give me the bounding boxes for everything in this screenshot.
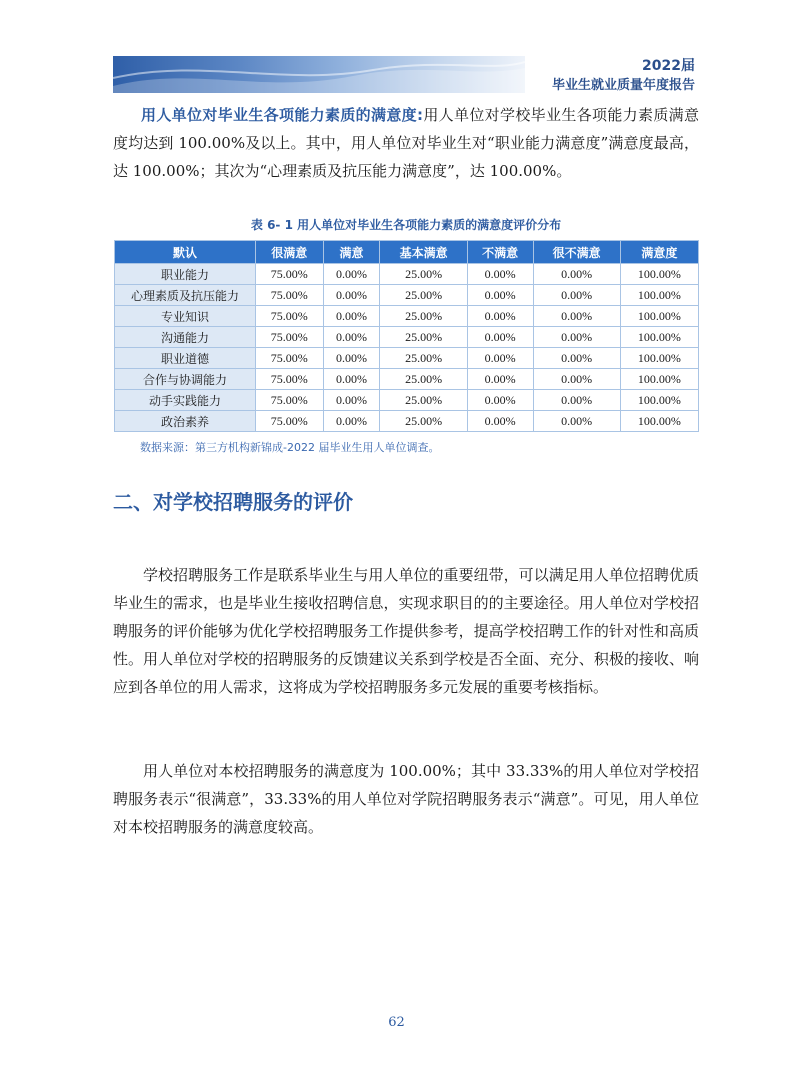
header-very-satisfied: 很满意 [256,241,324,264]
section-paragraph-2: 用人单位对本校招聘服务的满意度为 100.00%；其中 33.33%的用人单位对学校招聘服务表示“很满意”，33.33%的用人单位对学院招聘服务表示“满意”。可见，用人单位对本校招聘服务的满意度较高。 [113,762,699,836]
cell: 100.00% [620,411,698,432]
cell: 75.00% [256,348,324,369]
row-label: 专业知识 [115,306,256,327]
cell: 0.00% [467,369,533,390]
table-row [115,285,699,306]
cell: 25.00% [380,327,467,348]
cell: 0.00% [467,264,533,285]
cell: 75.00% [256,285,324,306]
cell: 0.00% [533,369,620,390]
cell: 0.00% [467,327,533,348]
cell: 0.00% [533,306,620,327]
table-row [115,327,699,348]
cell: 0.00% [323,390,380,411]
cell: 0.00% [323,369,380,390]
cell: 25.00% [380,285,467,306]
cell: 100.00% [620,285,698,306]
cell: 0.00% [467,306,533,327]
cell: 0.00% [323,285,380,306]
header-satisfied: 满意 [323,241,380,264]
header-basically-satisfied: 基本满意 [380,241,467,264]
header-very-dissatisfied: 很不满意 [533,241,620,264]
row-label: 合作与协调能力 [115,369,256,390]
cell: 0.00% [533,390,620,411]
cell: 75.00% [256,264,324,285]
cell: 0.00% [467,348,533,369]
cell: 25.00% [380,411,467,432]
cell: 0.00% [323,327,380,348]
table-row [115,411,699,432]
row-label: 职业道德 [115,348,256,369]
satisfaction-table [114,240,699,432]
table-header-row [115,241,699,264]
row-label: 心理素质及抗压能力 [115,285,256,306]
cell: 25.00% [380,306,467,327]
header-satisfaction-rate: 满意度 [620,241,698,264]
cell: 100.00% [620,327,698,348]
cell: 100.00% [620,390,698,411]
cell: 0.00% [323,264,380,285]
header-dissatisfied: 不满意 [467,241,533,264]
cell: 0.00% [467,285,533,306]
cell: 0.00% [323,306,380,327]
cell: 0.00% [533,348,620,369]
cell: 25.00% [380,390,467,411]
row-label: 沟通能力 [115,327,256,348]
cell: 100.00% [620,369,698,390]
cell: 0.00% [323,348,380,369]
row-label: 动手实践能力 [115,390,256,411]
intro-lead: 用人单位对毕业生各项能力素质的满意度: [141,106,423,124]
cell: 75.00% [256,306,324,327]
table-source-note: 数据来源：第三方机构新锦成-2022 届毕业生用人单位调查。 [140,441,440,454]
cell: 75.00% [256,327,324,348]
wave-decoration [113,56,525,93]
section-heading: 二、对学校招聘服务的评价 [113,490,353,514]
table-row [115,264,699,285]
cell: 100.00% [620,264,698,285]
table-row [115,369,699,390]
cell: 0.00% [533,264,620,285]
cell: 75.00% [256,369,324,390]
cell: 0.00% [467,411,533,432]
page-number: 62 [388,1015,405,1030]
header-banner [113,56,525,93]
intro-text: 用人单位对学校毕业生各项能力素质满意度均达到 100.00%及以上。其中，用人单位对毕业生对“职业能力满意度”满意度最高，达 100.00%；其次为“心理素质及抗压能力满意度”，达 100.00%。 [113,106,699,180]
row-label: 政治素养 [115,411,256,432]
cell: 75.00% [256,390,324,411]
table-row [115,390,699,411]
intro-paragraph [113,101,699,185]
cell: 0.00% [533,411,620,432]
report-title: 毕业生就业质量年度报告 [551,78,695,93]
section-paragraph-1: 学校招聘服务工作是联系毕业生与用人单位的重要纽带，可以满足用人单位招聘优质毕业生的需求，也是毕业生接收招聘信息，实现求职目的的主要途径。用人单位对学校招聘服务的评价能够为优化学校招聘服务工作提供参考，提高学校招聘工作的针对性和高质性。用人单位对学校的招聘服务的反馈建议关系到学校是否全面、充分、积极的接收、响应到各单位的用人需求，这将成为学校招聘服务多元发展的重要考核指标。 [113,566,699,696]
report-year: 2022届 [642,58,695,74]
cell: 100.00% [620,348,698,369]
cell: 100.00% [620,306,698,327]
table-row [115,306,699,327]
cell: 0.00% [533,285,620,306]
cell: 0.00% [533,327,620,348]
header-default: 默认 [115,241,256,264]
cell: 25.00% [380,348,467,369]
cell: 0.00% [323,411,380,432]
row-label: 职业能力 [115,264,256,285]
cell: 0.00% [467,390,533,411]
cell: 75.00% [256,411,324,432]
table-row [115,348,699,369]
cell: 25.00% [380,264,467,285]
cell: 25.00% [380,369,467,390]
table-caption: 表 6- 1 用人单位对毕业生各项能力素质的满意度评价分布 [250,218,562,232]
